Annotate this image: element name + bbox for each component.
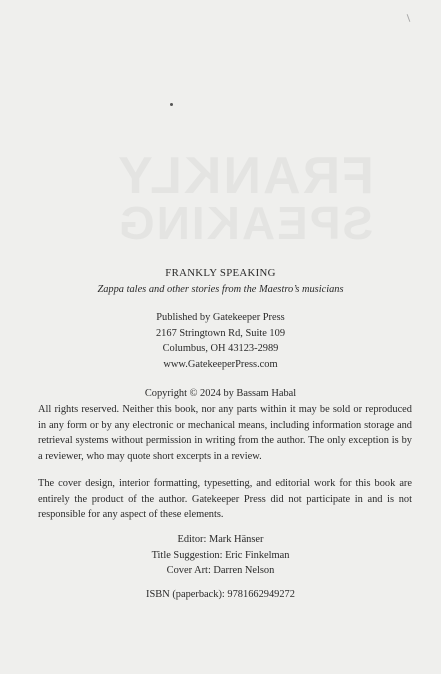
publisher-city: Columbus, OH 43123-2989 [162, 343, 279, 354]
credits-block [0, 532, 441, 579]
copyright-notice: Copyright © 2024 by Bassam Habal [144, 388, 297, 399]
paper-speck [170, 103, 173, 106]
book-subtitle: Zappa tales and other stories from the Maestro’s musicians [97, 284, 344, 295]
publisher-website: www.GatekeeperPress.com [163, 358, 278, 370]
credit-title-suggestion: Title Suggestion: Eric Finkelman [151, 549, 290, 561]
publisher-street: 2167 Stringtown Rd, Suite 109 [155, 327, 286, 339]
rights-paragraph: All rights reserved. Neither this book, nor any parts within it may be sold or reproduced in any form or by any electronic or mechanical means, including information storage and retrieval systems without permission in writing from the author. The only exception is by a reviewer, who may quote short excerpts in a review. [38, 404, 412, 462]
publisher-name: Published by Gatekeeper Press [156, 312, 285, 323]
isbn: ISBN (paperback): 9781662949272 [146, 589, 295, 600]
book-title: FRANKLY SPEAKING [165, 267, 276, 279]
publisher-block [0, 310, 441, 372]
credit-cover-art: Cover Art: Darren Nelson [166, 565, 275, 576]
credit-editor: Editor: Mark Hänser [177, 534, 264, 545]
design-paragraph: The cover design, interior formatting, typesetting, and editorial work for this book are entirely the product of the author. Gatekeeper Press did not participate in and is not responsible for any aspect of these elements. [38, 478, 412, 520]
paper-mark [407, 14, 411, 22]
bleed-through-title-line2 [100, 196, 390, 250]
